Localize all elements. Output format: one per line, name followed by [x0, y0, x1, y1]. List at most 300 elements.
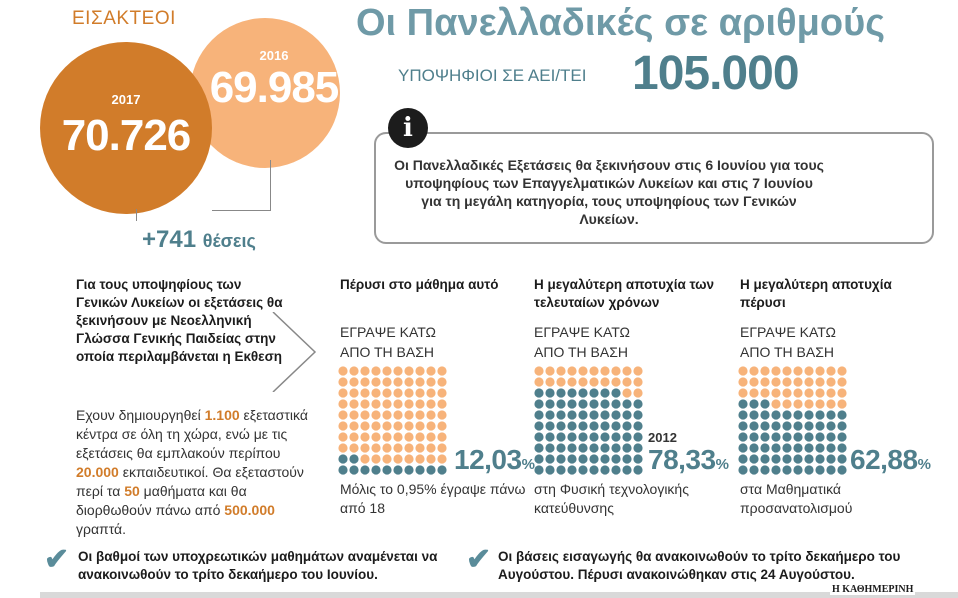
dot-below-base	[371, 465, 380, 474]
dot-above-base	[415, 410, 424, 419]
dot-above-base	[349, 388, 358, 397]
dot-below-base	[793, 454, 802, 463]
dot-below-base	[771, 432, 780, 441]
dot-below-base	[437, 465, 446, 474]
dot-below-base	[771, 410, 780, 419]
dot-below-base	[749, 454, 758, 463]
dot-below-base	[567, 443, 576, 452]
dot-above-base	[837, 399, 846, 408]
dot-below-base	[771, 443, 780, 452]
dot-below-base	[578, 388, 587, 397]
dot-above-base	[338, 399, 347, 408]
dot-below-base	[782, 410, 791, 419]
dot-below-base	[393, 465, 402, 474]
dot-below-base	[404, 465, 413, 474]
dot-above-base	[437, 388, 446, 397]
dot-below-base	[556, 388, 565, 397]
dot-above-base	[393, 410, 402, 419]
dot-below-base	[622, 454, 631, 463]
dot-below-base	[760, 410, 769, 419]
dot-above-base	[426, 399, 435, 408]
dot-below-base	[782, 421, 791, 430]
dot-above-base	[393, 454, 402, 463]
dot-below-base	[534, 454, 543, 463]
info-text: Οι Πανελλαδικές Εξετάσεις θα ξεκινήσουν στις 6 Ιουνίου για τους υποψηφίους των Επαγγελματικών Λυκείων και στις 7 Ιουνίου για τη μεγάλη κατηγορία, τους υποψηφίους των Γενικών Λυκείων.	[394, 157, 824, 227]
dot-above-base	[382, 432, 391, 441]
dot-below-base	[782, 432, 791, 441]
dot-above-base	[815, 399, 824, 408]
dot-below-base	[578, 443, 587, 452]
dot-below-base	[622, 432, 631, 441]
dot-below-base	[738, 443, 747, 452]
dot-below-base	[349, 465, 358, 474]
dot-above-base	[826, 366, 835, 375]
dot-below-base	[578, 410, 587, 419]
dot-above-base	[415, 366, 424, 375]
dot-below-base	[589, 388, 598, 397]
dot-below-base	[760, 399, 769, 408]
dot-below-base	[589, 432, 598, 441]
dot-above-base	[349, 366, 358, 375]
dot-below-base	[534, 432, 543, 441]
col3-foot: στα Μαθηματικά προσανατολισμού	[740, 481, 853, 516]
dot-below-base	[382, 465, 391, 474]
dot-below-base	[804, 432, 813, 441]
dot-below-base	[633, 454, 642, 463]
footer-bar	[40, 592, 958, 598]
dot-below-base	[556, 399, 565, 408]
dot-above-base	[360, 377, 369, 386]
check-icon: ✔	[466, 543, 492, 576]
dot-below-base	[578, 465, 587, 474]
dot-above-base	[545, 377, 554, 386]
dot-below-base	[600, 388, 609, 397]
dot-above-base	[826, 377, 835, 386]
dot-above-base	[360, 366, 369, 375]
dot-above-base	[760, 366, 769, 375]
dot-above-base	[749, 366, 758, 375]
dot-above-base	[738, 366, 747, 375]
dot-below-base	[349, 454, 358, 463]
dot-above-base	[393, 366, 402, 375]
dot-above-base	[804, 399, 813, 408]
dot-above-base	[426, 388, 435, 397]
dot-matrix-3	[738, 366, 848, 476]
dot-below-base	[556, 410, 565, 419]
dot-below-base	[738, 465, 747, 474]
col2-foot: στη Φυσική τεχνολογικής κατεύθυνσης	[534, 481, 689, 516]
col2-year: 2012	[648, 430, 677, 445]
dot-below-base	[567, 399, 576, 408]
dot-below-base	[815, 465, 824, 474]
dot-above-base	[793, 399, 802, 408]
dot-above-base	[404, 443, 413, 452]
dot-below-base	[738, 410, 747, 419]
dot-below-base	[567, 465, 576, 474]
dot-above-base	[771, 377, 780, 386]
dot-above-base	[349, 432, 358, 441]
dot-below-base	[415, 465, 424, 474]
dot-below-base	[815, 421, 824, 430]
dot-below-base	[771, 421, 780, 430]
dot-below-base	[426, 465, 435, 474]
dot-below-base	[837, 443, 846, 452]
dot-above-base	[338, 388, 347, 397]
dot-above-base	[826, 399, 835, 408]
dot-below-base	[600, 410, 609, 419]
dot-above-base	[622, 366, 631, 375]
dot-below-base	[622, 399, 631, 408]
dot-below-base	[567, 454, 576, 463]
dot-above-base	[404, 410, 413, 419]
dot-below-base	[633, 432, 642, 441]
dot-above-base	[437, 421, 446, 430]
check-icon: ✔	[44, 543, 70, 576]
dot-above-base	[622, 377, 631, 386]
dot-above-base	[338, 443, 347, 452]
dot-above-base	[611, 377, 620, 386]
dot-below-base	[793, 432, 802, 441]
dot-above-base	[578, 377, 587, 386]
dot-below-base	[738, 454, 747, 463]
dot-above-base	[611, 366, 620, 375]
dot-below-base	[534, 421, 543, 430]
circle-2016	[190, 18, 340, 168]
dot-above-base	[338, 377, 347, 386]
dot-above-base	[371, 421, 380, 430]
value-2016: 69.985	[209, 63, 339, 112]
dot-below-base	[611, 443, 620, 452]
dot-below-base	[826, 410, 835, 419]
dot-above-base	[556, 377, 565, 386]
dot-below-base	[545, 410, 554, 419]
dot-above-base	[437, 399, 446, 408]
info-icon: i	[388, 108, 428, 148]
dot-above-base	[426, 366, 435, 375]
bottom-note-right: Οι βάσεις εισαγωγής θα ανακοινωθούν το τρίτο δεκαήμερο του Αυγούστου. Πέρυσι ανακοινώθηκαν στις 24 Αυγούστου.	[498, 549, 901, 582]
pointer-arrow	[265, 312, 325, 392]
dot-below-base	[837, 465, 846, 474]
dot-above-base	[349, 421, 358, 430]
dot-below-base	[738, 432, 747, 441]
dot-above-base	[633, 366, 642, 375]
dot-below-base	[771, 465, 780, 474]
year-2016: 2016	[259, 48, 289, 63]
candidates-label: ΥΠΟΨΗΦΙΟΙ ΣΕ ΑΕΙ/ΤΕΙ	[398, 66, 587, 85]
dot-above-base	[349, 377, 358, 386]
dot-below-base	[826, 454, 835, 463]
dot-below-base	[600, 443, 609, 452]
diff-value: +741	[142, 226, 197, 253]
dot-above-base	[360, 454, 369, 463]
dot-above-base	[371, 432, 380, 441]
dot-below-base	[749, 465, 758, 474]
dot-above-base	[589, 366, 598, 375]
left-bold-text: Για τους υποψηφίους των Γενικών Λυκείων οι εξετάσεις θα ξεκινήσουν με Νεοελληνική Γλώσσα Γενικής Παιδείας στην οποία περιλαμβάνεται η Εκθεση	[76, 277, 283, 364]
dot-above-base	[437, 432, 446, 441]
dot-above-base	[360, 432, 369, 441]
dot-above-base	[567, 377, 576, 386]
col2-pct: 78,33%	[648, 444, 729, 475]
dot-below-base	[633, 465, 642, 474]
dot-above-base	[426, 454, 435, 463]
dot-above-base	[804, 366, 813, 375]
dot-above-base	[760, 377, 769, 386]
dot-above-base	[404, 388, 413, 397]
connector-line-2	[136, 209, 137, 221]
dot-below-base	[804, 454, 813, 463]
dot-above-base	[338, 421, 347, 430]
admitted-label: ΕΙΣΑΚΤΕΟΙ	[72, 8, 176, 29]
dot-above-base	[633, 388, 642, 397]
dot-below-base	[804, 410, 813, 419]
dot-below-base	[837, 410, 846, 419]
dot-below-base	[600, 465, 609, 474]
dot-above-base	[815, 377, 824, 386]
dot-below-base	[815, 454, 824, 463]
dot-above-base	[371, 388, 380, 397]
dot-above-base	[360, 410, 369, 419]
dot-below-base	[793, 421, 802, 430]
dot-below-base	[589, 465, 598, 474]
dot-below-base	[545, 432, 554, 441]
dot-above-base	[793, 388, 802, 397]
dot-below-base	[338, 454, 347, 463]
dot-below-base	[611, 399, 620, 408]
dot-below-base	[589, 443, 598, 452]
dot-above-base	[782, 377, 791, 386]
dot-above-base	[415, 432, 424, 441]
dot-above-base	[793, 377, 802, 386]
dot-above-base	[622, 388, 631, 397]
dot-below-base	[600, 421, 609, 430]
dot-above-base	[349, 399, 358, 408]
dot-below-base	[567, 388, 576, 397]
dot-above-base	[371, 377, 380, 386]
col3-sub2: ΑΠΟ ΤΗ ΒΑΣΗ	[740, 344, 834, 360]
dot-above-base	[534, 377, 543, 386]
papers-count: 500.000	[224, 502, 275, 518]
dot-above-base	[426, 410, 435, 419]
dot-below-base	[589, 410, 598, 419]
col1-sub1: ΕΓΡΑΨΕ ΚΑΤΩ	[340, 324, 437, 340]
dot-below-base	[793, 410, 802, 419]
dot-above-base	[360, 443, 369, 452]
dot-above-base	[782, 399, 791, 408]
dot-above-base	[437, 377, 446, 386]
dot-above-base	[782, 388, 791, 397]
dot-above-base	[760, 388, 769, 397]
dot-below-base	[760, 443, 769, 452]
dot-below-base	[578, 432, 587, 441]
col1-sub2: ΑΠΟ ΤΗ ΒΑΣΗ	[340, 344, 434, 360]
dot-above-base	[338, 410, 347, 419]
dot-below-base	[804, 443, 813, 452]
dot-below-base	[622, 443, 631, 452]
dot-above-base	[382, 421, 391, 430]
dot-below-base	[622, 410, 631, 419]
col2-sub2: ΑΠΟ ΤΗ ΒΑΣΗ	[534, 344, 628, 360]
dot-above-base	[415, 421, 424, 430]
circle-2017	[40, 42, 212, 214]
dot-below-base	[611, 454, 620, 463]
dot-above-base	[556, 366, 565, 375]
dot-below-base	[826, 465, 835, 474]
dot-below-base	[545, 388, 554, 397]
year-2017: 2017	[111, 92, 141, 107]
dot-above-base	[837, 377, 846, 386]
dot-above-base	[393, 432, 402, 441]
dot-above-base	[426, 443, 435, 452]
dot-above-base	[371, 454, 380, 463]
col1-pct: 12,03%	[454, 444, 535, 475]
dot-above-base	[415, 377, 424, 386]
dot-below-base	[545, 421, 554, 430]
dot-above-base	[393, 421, 402, 430]
dot-above-base	[600, 366, 609, 375]
dot-below-base	[611, 421, 620, 430]
dot-above-base	[404, 421, 413, 430]
dot-below-base	[545, 454, 554, 463]
dot-below-base	[611, 465, 620, 474]
dot-below-base	[837, 432, 846, 441]
dot-below-base	[545, 465, 554, 474]
diff-unit: θέσεις	[202, 231, 256, 251]
dot-above-base	[738, 388, 747, 397]
connector-line	[212, 160, 271, 211]
dot-above-base	[804, 377, 813, 386]
dot-below-base	[567, 421, 576, 430]
dot-above-base	[437, 454, 446, 463]
dot-above-base	[404, 432, 413, 441]
dot-above-base	[771, 399, 780, 408]
dot-below-base	[793, 443, 802, 452]
dot-above-base	[738, 377, 747, 386]
dot-above-base	[371, 410, 380, 419]
dot-below-base	[749, 410, 758, 419]
candidates-value: 105.000	[632, 47, 799, 100]
dot-above-base	[360, 399, 369, 408]
dot-below-base	[600, 454, 609, 463]
dot-below-base	[622, 465, 631, 474]
dot-above-base	[371, 443, 380, 452]
dot-above-base	[371, 366, 380, 375]
dot-above-base	[360, 421, 369, 430]
dot-below-base	[578, 399, 587, 408]
admitted-diff	[142, 226, 256, 254]
col1-title: Πέρυσι στο μάθημα αυτό	[340, 277, 499, 292]
dot-below-base	[589, 399, 598, 408]
dot-above-base	[415, 454, 424, 463]
dot-below-base	[749, 399, 758, 408]
dot-below-base	[534, 399, 543, 408]
dot-below-base	[578, 421, 587, 430]
dot-below-base	[771, 454, 780, 463]
dot-above-base	[826, 388, 835, 397]
dot-below-base	[567, 432, 576, 441]
dot-below-base	[738, 399, 747, 408]
dot-above-base	[349, 410, 358, 419]
dot-above-base	[382, 399, 391, 408]
dot-above-base	[349, 443, 358, 452]
value-2017: 70.726	[61, 111, 191, 160]
dot-above-base	[633, 377, 642, 386]
dot-below-base	[837, 421, 846, 430]
dot-below-base	[633, 421, 642, 430]
dot-matrix-2	[534, 366, 644, 476]
dot-below-base	[760, 432, 769, 441]
centers-count: 1.100	[204, 407, 240, 423]
dot-above-base	[437, 443, 446, 452]
dot-below-base	[534, 410, 543, 419]
col2-sub1: ΕΓΡΑΨΕ ΚΑΤΩ	[534, 324, 631, 340]
left-paragraph: Εχουν δημιουργηθεί 1.100 εξεταστικά κέντρα σε όλη τη χώρα, ενώ με τις εξετάσεις θα εμπλακούν περίπου 20.000 εκπαιδευτικοί. Θα εξεταστούν περί τα 50 μαθήματα και θα διορθωθούν πάνω από 500.000 γραπτά.	[76, 407, 308, 537]
dot-above-base	[771, 388, 780, 397]
dot-above-base	[404, 399, 413, 408]
dot-above-base	[382, 366, 391, 375]
dot-below-base	[804, 465, 813, 474]
dot-above-base	[749, 377, 758, 386]
dot-above-base	[426, 421, 435, 430]
dot-above-base	[578, 366, 587, 375]
dot-below-base	[837, 454, 846, 463]
dot-above-base	[382, 377, 391, 386]
dot-above-base	[382, 443, 391, 452]
dot-above-base	[382, 388, 391, 397]
dot-below-base	[589, 421, 598, 430]
dot-above-base	[426, 377, 435, 386]
dot-above-base	[426, 432, 435, 441]
dot-below-base	[815, 410, 824, 419]
dot-above-base	[393, 399, 402, 408]
dot-below-base	[749, 432, 758, 441]
dot-above-base	[567, 366, 576, 375]
dot-above-base	[793, 366, 802, 375]
dot-above-base	[415, 399, 424, 408]
dot-below-base	[749, 421, 758, 430]
subjects-count: 50	[124, 483, 140, 499]
dot-above-base	[545, 366, 554, 375]
dot-above-base	[393, 388, 402, 397]
dot-above-base	[393, 443, 402, 452]
dot-below-base	[782, 454, 791, 463]
dot-above-base	[371, 399, 380, 408]
page-title: Οι Πανελλαδικές σε αριθμούς	[356, 2, 885, 44]
dot-above-base	[338, 366, 347, 375]
dot-above-base	[804, 388, 813, 397]
dot-above-base	[404, 377, 413, 386]
dot-below-base	[556, 432, 565, 441]
dot-below-base	[360, 465, 369, 474]
dot-below-base	[534, 465, 543, 474]
col3-title: Η μεγαλύτερη αποτυχία πέρυσι	[740, 277, 892, 310]
dot-above-base	[415, 443, 424, 452]
dot-above-base	[338, 432, 347, 441]
dot-below-base	[633, 410, 642, 419]
dot-below-base	[826, 432, 835, 441]
dot-below-base	[556, 465, 565, 474]
dot-below-base	[611, 432, 620, 441]
dot-below-base	[545, 443, 554, 452]
dot-above-base	[815, 388, 824, 397]
dot-below-base	[815, 432, 824, 441]
dot-below-base	[782, 465, 791, 474]
dot-below-base	[589, 454, 598, 463]
dot-below-base	[815, 443, 824, 452]
dot-below-base	[749, 443, 758, 452]
col1-foot: Μόλις το 0,95% έγραψε πάνω από 18	[340, 481, 526, 516]
dot-above-base	[382, 454, 391, 463]
